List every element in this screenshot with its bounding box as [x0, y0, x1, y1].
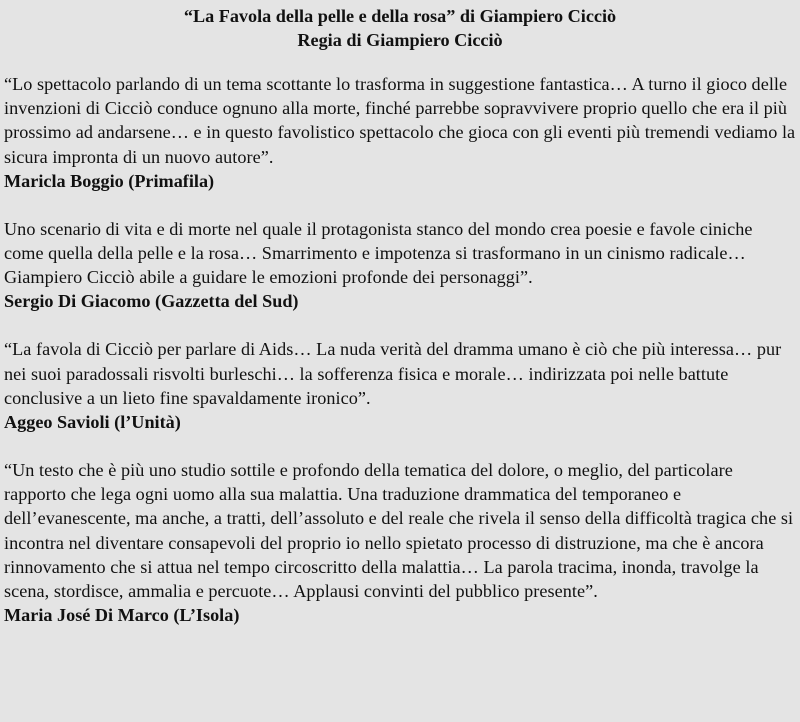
review-author: Maria José Di Marco (L’Isola)	[4, 605, 240, 626]
review-author: Aggeo Savioli (l’Unità)	[4, 412, 181, 433]
review-quote: “Lo spettacolo parlando di un tema scottante lo trasforma in suggestione fantastica… A turno il gioco delle invenzioni di Cicciò conduce ognuno alla morte, finché parrebbe sopravvivere proprio quello che era il più prossimo ad andarsene… e in questo favolistico spettacolo che gioca con gli eventi più tremendi vediamo la sicura impronta di un nuovo autore”.	[4, 74, 796, 167]
document-subtitle: Regia di Giampiero Cicciò	[297, 30, 503, 50]
review-author: Maricla Boggio (Primafila)	[4, 170, 215, 191]
review-quote: “La favola di Cicciò per parlare di Aids… La nuda verità del dramma umano è ciò che più interessa… pur nei suoi paradossali risvolti burleschi… la sofferenza fisica e morale… indirizzata poi nelle battute conclusive a un lieto fine spavaldamente ironico”.	[4, 339, 782, 408]
review-author: Sergio Di Giacomo (Gazzetta del Sud)	[4, 291, 299, 312]
review-block-4	[4, 458, 796, 627]
review-block-2	[4, 217, 796, 314]
review-quote: “Un testo che è più uno studio sottile e profondo della tematica del dolore, o meglio, del particolare rapporto che lega ogni uomo alla sua malattia. Una traduzione drammatica del temporaneo e dell’evanescente, ma anche, a tratti, dell’assoluto e del reale che rivela il senso della difficoltà tragica che si incontra nel diventare consapevoli del proprio io nello spietato processo di distruzione, ma che è ancora rinnovamento che si attua nel tempo circoscritto della malattia… La parola tracima, inonda, travolge la scena, stordisce, ammalia e percuote… Applausi convinti del pubblico presente”.	[4, 460, 794, 602]
review-block-1	[4, 72, 796, 193]
document-title: “La Favola della pelle e della rosa” di Giampiero Cicciò	[183, 6, 617, 26]
review-block-3	[4, 337, 796, 434]
review-quote: Uno scenario di vita e di morte nel quale il protagonista stanco del mondo crea poesie e favole ciniche come quella della pelle e la rosa… Smarrimento e impotenza si trasformano in un cinismo radicale… Giampiero Cicciò abile a guidare le emozioni profonde dei personaggi”.	[4, 218, 753, 288]
